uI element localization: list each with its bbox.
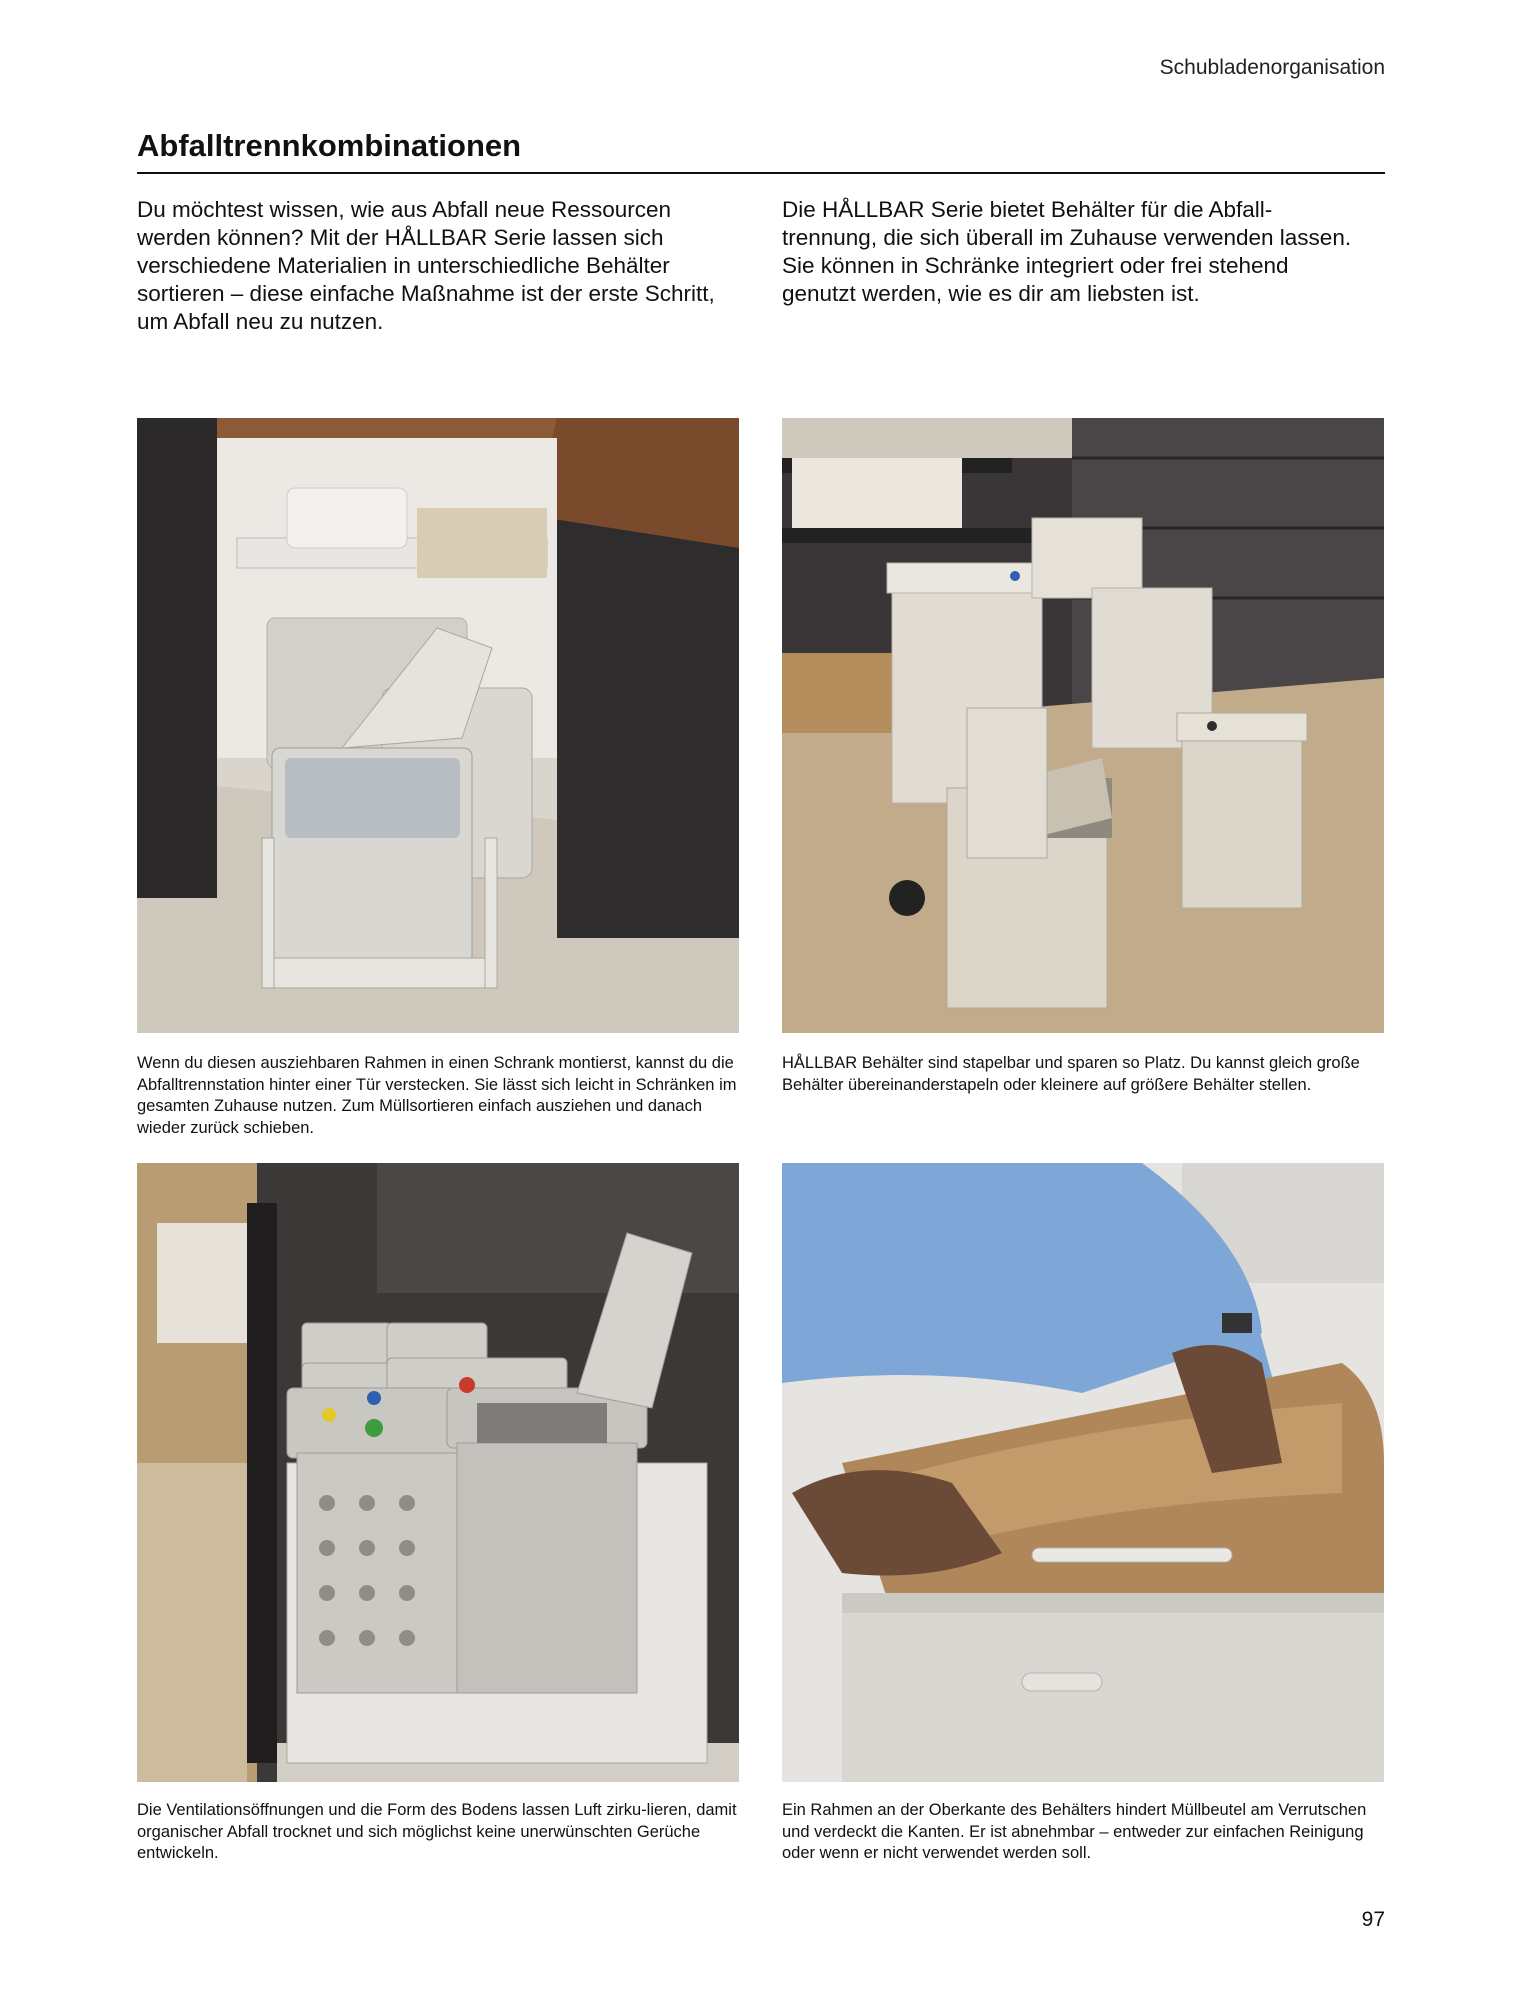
section-label: Schubladenorganisation — [1159, 56, 1385, 79]
page-title: Abfalltrennkombinationen — [137, 128, 522, 163]
title-divider — [137, 172, 1385, 174]
caption-top-left: Wenn du diesen ausziehbaren Rahmen in einen Schrank montierst, kannst du die Abfalltrennstation hinter einer Tür verstecken. Sie lässt sich leicht in Schränken im gesamten Zuhause nutzen. Zum Müllsortieren einfach ausziehen und danach wieder zurück schieben. — [137, 1054, 737, 1137]
caption-top-right: HÅLLBAR Behälter sind stapelbar und sparen so Platz. Du kannst gleich große Behälter übereinanderstapeln oder kleinere auf größere Behälter stellen. — [782, 1054, 1360, 1094]
page-number: 97 — [1361, 1908, 1385, 1931]
caption-bottom-left: Die Ventilationsöffnungen und die Form des Bodens lassen Luft zirku-lieren, damit organischer Abfall trocknet und sich möglichst keine unerwünschten Gerüche entwickeln. — [137, 1801, 737, 1862]
caption-bottom-right: Ein Rahmen an der Oberkante des Behälters hindert Müllbeutel am Verrutschen und verdeckt die Kanten. Er ist abnehmbar – entweder zur einfachen Reinigung oder wenn er nicht verwendet werden soll. — [782, 1801, 1367, 1862]
intro-paragraph-right: Die HÅLLBAR Serie bietet Behälter für die Abfall-trennung, die sich überall im Zuhause verwenden lassen. Sie können in Schränke integriert oder frei stehend genutzt werden, wie es dir am liebsten ist. — [782, 197, 1352, 306]
intro-paragraph-left: Du möchtest wissen, wie aus Abfall neue Ressourcen werden können? Mit der HÅLLBAR Serie lassen sich verschiedene Materialien in unterschiedliche Behälter sortieren – diese einfache Maßnahme ist der erste Schritt, um Abfall neu zu nutzen. — [137, 197, 715, 334]
photo-drawer-sorting-bins — [137, 1163, 739, 1782]
photo-bin-frame-paper-bag — [782, 1163, 1384, 1782]
photo-stacked-bins — [782, 418, 1384, 1033]
photo-pullout-frame-cabinet — [137, 418, 739, 1033]
